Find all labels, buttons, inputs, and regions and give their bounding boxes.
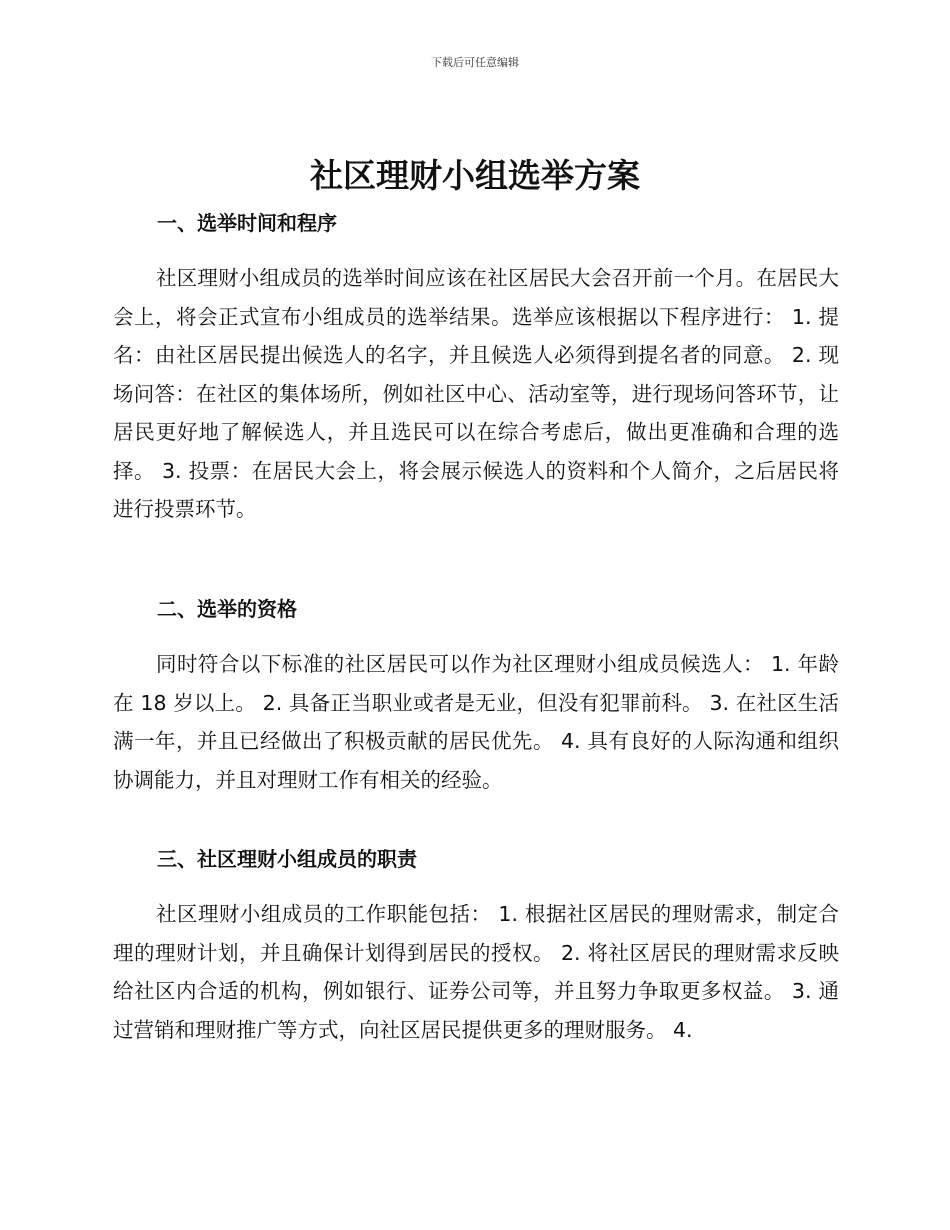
page-title: 社区理财小组选举方案: [310, 156, 640, 195]
section-heading-eligibility: 二、选举的资格: [157, 597, 297, 621]
section-heading-election-time: 一、选举时间和程序: [157, 211, 337, 235]
header-note: 下载后可任意编辑: [431, 56, 519, 69]
section-paragraph-eligibility: 同时符合以下标准的社区居民可以作为社区理财小组成员候选人： 1. 年龄在 18 岁以上。 2. 具备正当职业或者是无业，但没有犯罪前科。 3. 在社区生活满一年，并且已经做出了积极贡献的居民优先。 4. 具有良好的人际沟通和组织协调能力，并且对理财工作有相关的经验。: [113, 652, 839, 792]
section-paragraph-duties: 社区理财小组成员的工作职能包括： 1. 根据社区居民的理财需求，制定合理的理财计划，并且确保计划得到居民的授权。 2. 将社区居民的理财需求反映给社区内合适的机构，例如银行、证券公司等，并且努力争取更多权益。 3. 通过营销和理财推广等方式，向社区居民提供更多的理财服务。 4.: [113, 902, 839, 1042]
section-paragraph-election-time: 社区理财小组成员的选举时间应该在社区居民大会召开前一个月。在居民大会上，将会正式宣布小组成员的选举结果。选举应该根据以下程序进行： 1. 提名：由社区居民提出候选人的名字，并且候选人必须得到提名者的同意。 2. 现场问答：在社区的集体场所，例如社区中心、活动室等，进行现场问答环节，让居民更好地了解候选人，并且选民可以在综合考虑后，做出更准确和合理的选择。 3. 投票：在居民大会上，将会展示候选人的资料和个人简介，之后居民将进行投票环节。: [113, 266, 839, 521]
section-heading-duties: 三、社区理财小组成员的职责: [157, 847, 417, 871]
